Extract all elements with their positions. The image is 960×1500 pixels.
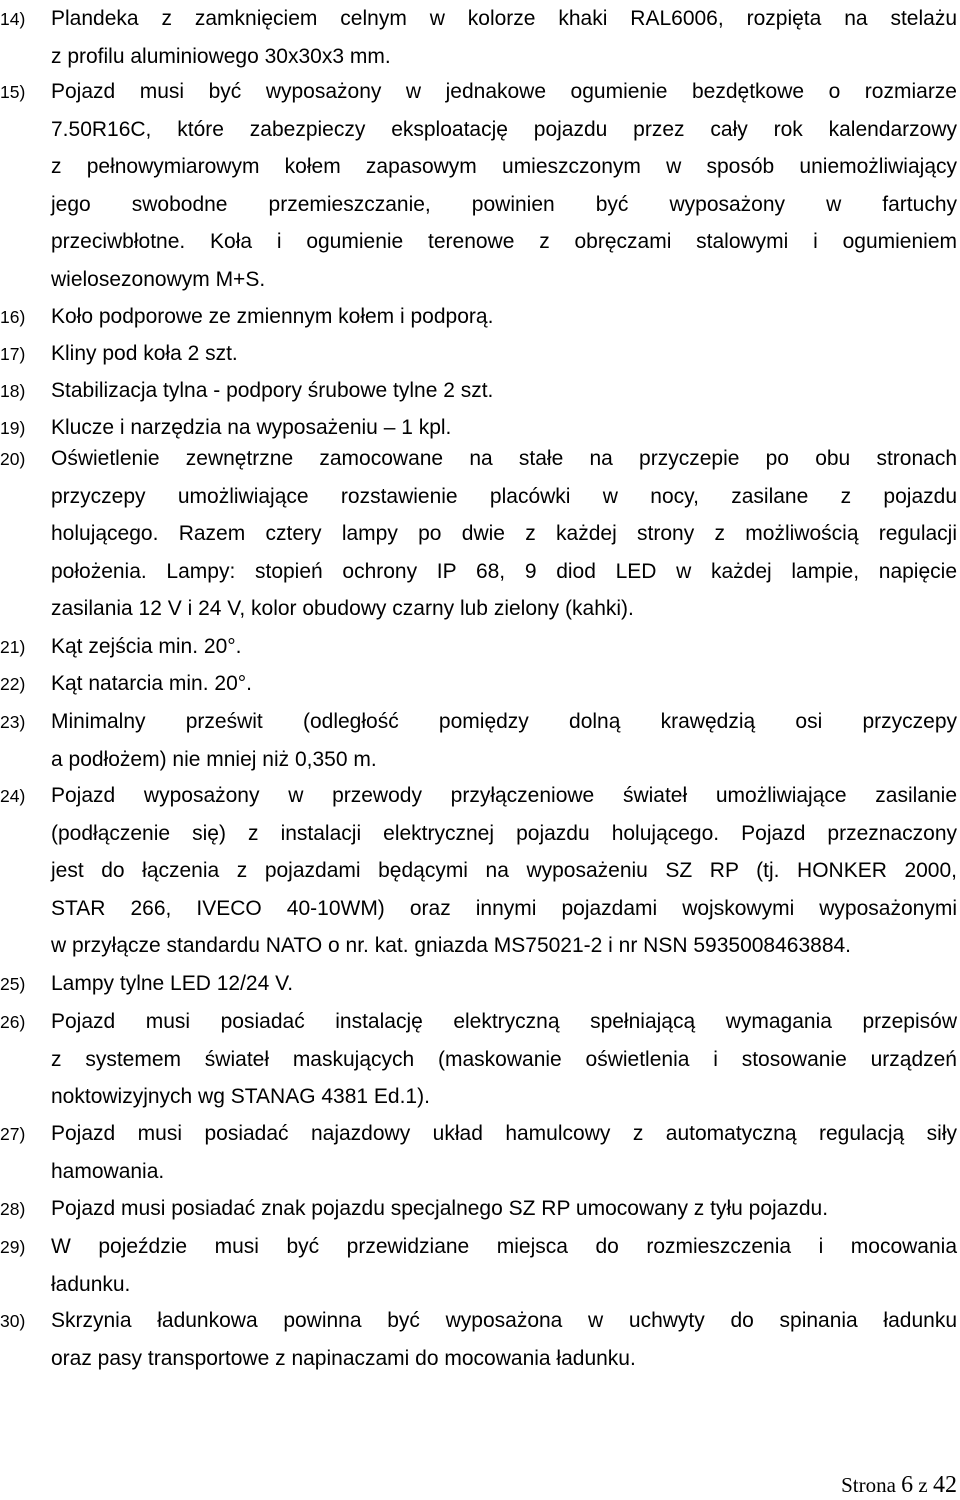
item-number: 16) [0,307,26,327]
item-text-line: oraz pasy transportowe z napinaczami do mocowania ładunku. [51,1346,636,1370]
item-text-line: Minimalny prześwit (odległość pomiędzy dolną krawędzią osi przyczepy [51,710,957,733]
item-number: 20) [0,449,26,469]
item-text-line: przeciwbłotne. Koła i ogumienie terenowe z obręczami stalowymi i ogumieniem [51,230,957,253]
item-number: 29) [0,1237,26,1257]
item-text-line: ładunku. [51,1272,131,1296]
item-number: 23) [0,712,26,732]
item-text-line: Koło podporowe ze zmiennym kołem i podporą. [51,305,494,328]
footer-page-total: 42 [933,1472,957,1498]
item-text-line: Klucze i narzędzia na wyposażeniu – 1 kpl. [51,416,452,439]
item-number: 24) [0,786,26,806]
item-number: 26) [0,1012,26,1032]
item-text-line: położenia. Lampy: stopień ochrony IP 68, 9 diod LED w każdej lampie, napięcie [51,559,957,583]
item-text-line: z profilu aluminiowego 30x30x3 mm. [51,44,391,68]
item-text-line: Pojazd musi być wyposażony w jednakowe ogumienie bezdętkowe o rozmiarze [51,80,957,103]
item-text-line: (podłączenie się) z instalacji elektrycznej pojazdu holującego. Pojazd przeznaczony [51,821,957,845]
item-text-line: Pojazd musi posiadać najazdowy układ hamulcowy z automatyczną regulacją siły [51,1122,957,1145]
item-number: 21) [0,637,26,657]
item-text-line: holującego. Razem cztery lampy po dwie z każdej strony z możliwością regulacji [51,522,957,545]
item-text-line: z pełnowymiarowym kołem zapasowym umieszczonym w sposób uniemożliwiający [51,155,957,178]
item-text-line: hamowania. [51,1159,165,1183]
item-text-line: Lampy tylne LED 12/24 V. [51,972,294,995]
footer-page-separator: z [918,1473,928,1497]
item-text-line: W pojeździe musi być przewidziane miejsca do rozmieszczenia i mocowania [51,1235,957,1258]
item-text-line: Stabilizacja tylna - podpory śrubowe tylne 2 szt. [51,379,494,402]
item-number: 25) [0,974,26,994]
item-text-line: jest do łączenia z pojazdami będącymi na wyposażeniu SZ RP (tj. HONKER 2000, [51,859,957,882]
footer-page-label: Strona [841,1473,896,1497]
item-text-line: Kliny pod koła 2 szt. [51,342,238,365]
item-number: 19) [0,418,26,438]
item-text-line: Skrzynia ładunkowa powinna być wyposażona w uchwyty do spinania ładunku [51,1309,957,1332]
item-text-line: przyczepy umożliwiające rozstawienie placówki w nocy, zasilane z pojazdu [51,484,957,508]
item-number: 22) [0,674,26,694]
footer-page-number: 6 [901,1472,914,1498]
item-text-line: noktowizyjnych wg STANAG 4381 Ed.1). [51,1085,430,1108]
item-number: 28) [0,1199,26,1219]
page-footer [841,1470,957,1500]
item-text-line: 7.50R16C, które zabezpieczy eksploatację pojazdu przez cały rok kalendarzowy [51,117,957,141]
item-text-line: Pojazd wyposażony w przewody przyłączeniowe świateł umożliwiające zasilanie [51,784,957,807]
item-text-line: Kąt zejścia min. 20°. [51,635,242,658]
item-number: 27) [0,1124,26,1144]
item-text-line: jego swobodne przemieszczanie, powinien być wyposażony w fartuchy [51,192,957,216]
item-text-line: w przyłącze standardu NATO o nr. kat. gniazda MS75021-2 i nr NSN 5935008463884. [51,934,852,957]
item-text-line: Kąt natarcia min. 20°. [51,672,252,695]
item-text-line: zasilania 12 V i 24 V, kolor obudowy czarny lub zielony (kahki). [51,597,634,620]
item-number: 18) [0,381,26,401]
item-number: 30) [0,1311,26,1331]
item-number: 14) [0,9,26,29]
item-text-line: Oświetlenie zewnętrzne zamocowane na stałe na przyczepie po obu stronach [51,447,957,470]
item-number: 17) [0,344,26,364]
item-text-line: wielosezonowym M+S. [51,267,266,291]
item-text-line: a podłożem) nie mniej niż 0,350 m. [51,747,377,771]
item-number: 15) [0,82,26,102]
item-text-line: Plandeka z zamknięciem celnym w kolorze khaki RAL6006, rozpięta na stelażu [51,7,957,30]
item-text-line: Pojazd musi posiadać znak pojazdu specjalnego SZ RP umocowany z tyłu pojazdu. [51,1197,829,1220]
item-text-line: z systemem świateł maskujących (maskowanie oświetlenia i stosowanie urządzeń [51,1047,957,1071]
item-text-line: Pojazd musi posiadać instalację elektryczną spełniającą wymagania przepisów [51,1010,957,1033]
item-text-line: STAR 266, IVECO 40-10WM) oraz innymi pojazdami wojskowymi wyposażonymi [51,896,957,920]
